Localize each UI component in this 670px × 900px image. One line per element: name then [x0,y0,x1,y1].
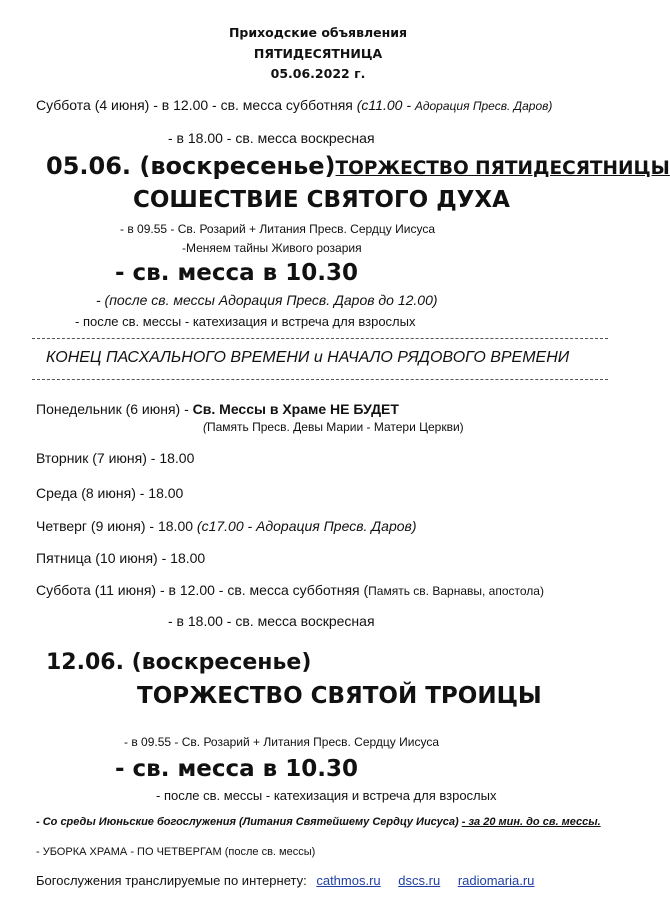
sat1-note: Адорация Пресв. Даров) [414,99,553,113]
sun2-feast: ТОРЖЕСТВО СВЯТОЙ ТРОИЦЫ [137,683,542,709]
link-cathmos[interactable]: cathmos.ru [316,873,381,888]
wednesday-line: Среда (8 июня) - 18.00 [36,485,184,501]
broadcast-line [36,873,534,888]
monday-note-text: Память Пресв. Девы Марии - Матери Церкви) [207,420,464,434]
header-title: Приходские объявления [228,25,408,40]
monday-cancel-notice: Св. Мессы в Храме НЕ БУДЕТ [192,401,399,417]
link-radiomaria[interactable]: radiomaria.ru [457,873,535,888]
tuesday-line: Вторник (7 июня) - 18.00 [36,450,195,466]
monday-label: Понедельник (6 июня) - [36,401,193,417]
saturday-schedule: Суббота (11 июня) - в 12.00 - св. месса субботняя ( [36,582,369,598]
sun1-adoration: - (после св. мессы Адорация Пресв. Даров до 12.00) [96,292,438,308]
sun1-catechesis: - после св. мессы - катехизация и встреча для взрослых [75,314,416,329]
saturday-evening-mass: - в 18.00 - св. месса воскресная [168,613,375,629]
sun1-heading [46,152,670,180]
sat1-line1 [36,97,552,113]
sat1-evening-mass: - в 18.00 - св. месса воскресная [168,130,375,146]
monday-note-paren: ( [203,420,207,434]
sun2-catechesis: - после св. мессы - катехизация и встреча для взрослых [156,788,497,803]
sun1-date: 05.06. (воскресенье) [46,152,336,180]
link-dscs[interactable]: dscs.ru [398,873,441,888]
sat1-note-prefix: (с11.00 - [356,97,415,113]
saturday-note: Память св. Варнавы, апостола) [368,584,544,598]
season-banner: КОНЕЦ ПАСХАЛЬНОГО ВРЕМЕНИ и НАЧАЛО РЯДОВОГО ВРЕМЕНИ [46,349,570,366]
thursday-note: (с17.00 - Адорация Пресв. Даров) [196,518,417,534]
divider-top [32,338,608,339]
sun2-rosary: - в 09.55 - Св. Розарий + Литания Пресв. Сердцу Иисуса [124,735,439,749]
header-date: 05.06.2022 г. [270,66,366,81]
monday-line [36,401,399,417]
sun1-subtitle: СОШЕСТВИЕ СВЯТОГО ДУХА [133,187,510,213]
divider-bottom [32,379,608,380]
header-feast: ПЯТИДЕСЯТНИЦА [253,46,383,61]
sat1-schedule: Суббота (4 июня) - в 12.00 - св. месса субботняя [36,97,357,113]
june-devotions-text: - Со среды Июньские богослужения (Литания Святейшему Сердцу Иисуса) [36,816,462,828]
saturday-line [36,582,544,598]
june-devotions-time: - за 20 мин. до св. мессы. [461,816,601,828]
sun1-mass: - св. месса в 10.30 [115,260,358,286]
cleaning-note: - УБОРКА ХРАМА - ПО ЧЕТВЕРГАМ (после св. мессы) [36,846,316,858]
broadcast-label: Богослужения транслируемые по интернету: [36,873,307,888]
monday-note [203,420,464,434]
sun1-rosary: - в 09.55 - Св. Розарий + Литания Пресв. Сердцу Иисуса [120,222,435,236]
thursday-line [36,518,417,534]
june-devotions-note [36,816,601,828]
thursday-schedule: Четверг (9 июня) - 18.00 [36,518,197,534]
friday-line: Пятница (10 июня) - 18.00 [36,550,206,566]
sun1-feast: ТОРЖЕСТВО ПЯТИДЕСЯТНИЦЫ [335,158,670,179]
sun2-date: 12.06. (воскресенье) [46,650,312,675]
sun1-mysteries: -Меняем тайны Живого розария [182,241,362,255]
sun2-mass: - св. месса в 10.30 [115,756,358,782]
